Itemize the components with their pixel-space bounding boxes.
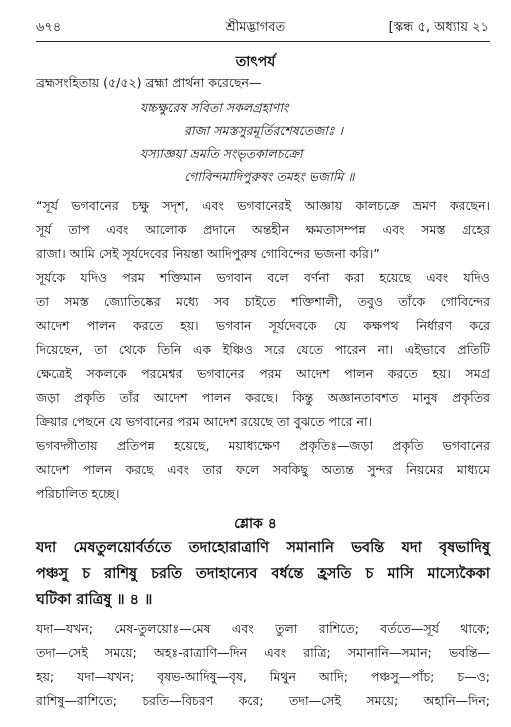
sloka-line: ঘটিকা রাত্রিষু ॥ ৪ ॥: [36, 592, 153, 608]
purport-heading: তাৎপর্য: [235, 54, 276, 70]
sloka-line: পঞ্চসু চ রাশিষু চরতি তদাহান্যেব বর্ধন্তে হ্রসতি চ মাসি মাস্যেকৈকা: [36, 566, 490, 582]
purport-line: দিয়েছেন, তা থেকে তিনি এক ইঞ্চিও সরে যেতে পারেন না। এইভাবে প্রতিটি: [36, 342, 490, 357]
running-title: শ্রীমদ্ভাগবত: [225, 20, 286, 35]
purport-line: আদেশ পালন করতে হয়। ভগবান সূর্যদেবকে যে কক্ষপথ নির্ধারণ করে: [36, 318, 490, 333]
word-meaning-line: রাশিষু—রাশিতে; চরতি—বিচরণ করে; তদা—সেই সময়ে; অহানি—দিন;: [36, 693, 490, 708]
verse-line: যচ্চক্ষুরেষ সবিতা সকলগ্রহাণাং: [140, 100, 289, 115]
word-meaning-line: তদা—সেই সময়ে; অহঃ-রাত্রাণি—দিন এবং রাত্রি; সমানানি—সমান; ভবন্তি—: [36, 645, 490, 660]
purport-line: ক্ষেত্রেই সকলকে পরমেশ্বর ভগবানের পরম আদেশ পালন করতে হয়। সমগ্র: [36, 366, 490, 381]
page-number: ৬৭৪: [36, 20, 62, 35]
verse-line: যস্যাজ্ঞয়া ভ্রমতি সংভৃতকালচক্রো: [140, 146, 303, 161]
purport-line: তা সমস্ত জ্যোতিষ্কের মধ্যে সব চাইতে শক্তিশালী, তবুও তাঁকে গোবিন্দের: [36, 294, 490, 309]
purport-line: ক্রিয়ার পেছনে যে ভগবানের পরম আদেশ রয়েছে তা বুঝতে পারে না।: [36, 414, 373, 429]
purport-line: “সূর্য ভগবানের চক্ষু সদৃশ, এবং ভগবানেরই আজ্ঞায় কালচক্রে ভ্রমণ করছেন।: [36, 198, 490, 213]
purport-line: সূর্য তাপ এবং আলোক প্রদানে অন্তহীন ক্ষমতাসম্পন্ন এবং সমস্ত গ্রহের: [36, 222, 490, 237]
verse-line: রাজা সমস্তসুরমূর্তিরশেষতেজাঃ ।: [184, 123, 344, 138]
sloka-heading: শ্লোক ৪: [234, 516, 277, 532]
purport-line: রাজা। আমি সেই সূর্যদেবের নিয়ন্তা আদিপুরুষ গোবিন্দের ভজনা করি।”: [36, 246, 380, 261]
purport-intro: ব্রহ্মসংহিতায় (৫/৫২) ব্রহ্মা প্রার্থনা করেছেন—: [36, 75, 262, 90]
sloka-line: যদা মেষতুলয়োর্বর্ততে তদাহোরাত্রাণি সমানানি ভবন্তি যদা বৃষভাদিষু: [36, 540, 490, 556]
verse-line: গোবিন্দমাদিপুরুষং তমহং ভজামি ॥: [184, 169, 355, 184]
section-reference: [স্কন্ধ ৫, অধ্যায় ২১: [388, 20, 489, 35]
purport-line: সূর্যকে যদিও পরম শক্তিমান ভগবান বলে বর্ণনা করা হয়েছে এবং যদিও: [36, 270, 490, 285]
purport-line: ভগবদ্গীতায় প্রতিপন্ন হয়েছে, ময়াধ্যক্ষেণ প্রকৃতিঃ—জড়া প্রকৃতি ভগবানের: [36, 438, 490, 453]
word-meaning-line: হয়; যদা—যখন; বৃষভ-আদিষু—বৃষ, মিথুন আদি; পঞ্চসু—পাঁচ; চ—ও;: [36, 669, 490, 684]
header-rule: [36, 41, 490, 42]
purport-line: পরিচালিত হচ্ছে।: [36, 486, 120, 501]
purport-line: জড়া প্রকৃতি তাঁর আদেশ পালন করছে। কিন্তু অজ্ঞানতাবশত মানুষ প্রকৃতির: [36, 390, 490, 405]
word-meaning-line: যদা—যখন; মেষ-তুলয়োঃ—মেষ এবং তুলা রাশিতে; বর্ততে—সূর্য থাকে;: [36, 621, 490, 636]
purport-line: আদেশ পালন করছে এবং তার ফলে সবকিছু অত্যন্ত সুন্দর নিয়মের মাধ্যমে: [36, 462, 490, 477]
